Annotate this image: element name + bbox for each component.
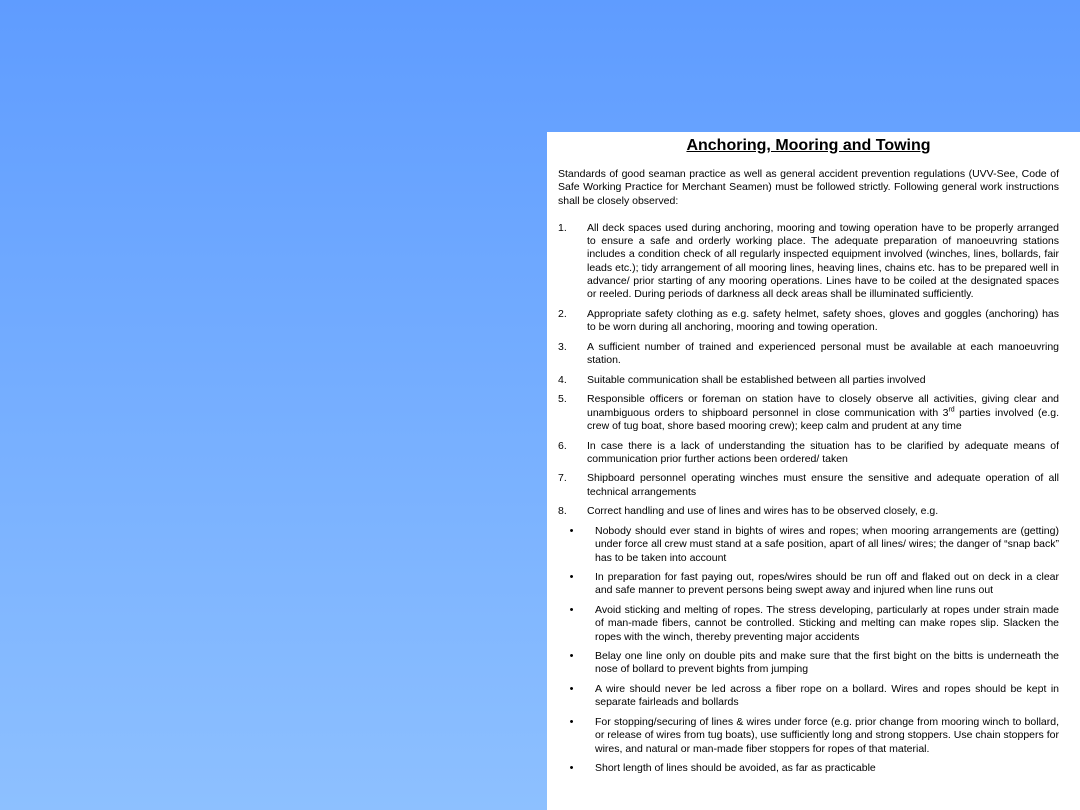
bullet-text: Short length of lines should be avoided, as far as practicable [595,762,876,775]
list-number: 7. [558,472,567,485]
bullet-list [558,525,1059,776]
numbered-list [558,222,1059,519]
bullet-item [558,683,1059,710]
bullet-text: In preparation for fast paying out, ropes/wires should be run off and flaked out on deck in a clear and safe manner to prevent persons being swept away and injured when line runs out [595,571,1059,597]
list-item [558,341,1059,368]
list-item-text: Appropriate safety clothing as e.g. safety helmet, safety shoes, gloves and goggles (anchoring) has to be worn during all anchoring, mooring and towing operation. [587,307,1059,334]
bullet-item [558,525,1059,565]
list-item [558,440,1059,467]
list-item [558,222,1059,302]
list-item [558,374,1059,387]
list-item-text: All deck spaces used during anchoring, mooring and towing operation have to be properly arranged to ensure a safe and orderly working place. The adequate preparation of manoeuvring stations includes a condition check of all regularly inspected equipment involved (winches, lines, bollards, fair leads etc.); tidy arrangement of all mooring lines, heaving lines, chains etc. has to be prepared well in advance/ prior starting of any mooring operations. Lines have to be coiled at the designated spaces or reeled. During periods of darkness all deck areas shall be illuminated sufficiently. [587,221,1059,301]
bullet-item [558,650,1059,677]
list-item [558,505,1059,518]
list-item-text: Correct handling and use of lines and wires has to be observed closely, e.g. [587,505,939,518]
bullet-icon: • [569,524,574,537]
bullet-text: For stopping/securing of lines & wires under force (e.g. prior change from mooring winch to bollard, or release of wires from tug boats), use sufficiently long and strong stoppers. Use chain stoppers for wires, and natural or man-made fiber stoppers for ropes of that material. [595,715,1059,755]
bullet-icon: • [569,715,574,728]
list-number: 3. [558,340,567,353]
bullet-item [558,716,1059,756]
list-item-text-part: Responsible officers or foreman on station have to closely observe all activities, giving clear and unambiguous orders to shipboard personnel in close communication with 3 [587,393,1059,419]
list-item-text [587,393,1059,433]
list-number: 8. [558,505,567,518]
list-number: 6. [558,439,567,452]
list-item [558,472,1059,499]
list-number: 4. [558,373,567,386]
bullet-icon: • [569,603,574,616]
document-page [547,132,1080,810]
bullet-text: Nobody should ever stand in bights of wires and ropes; when mooring arrangements are (getting) under force all crew must stand at a safe position, apart of all lines/ wires; the danger of “snap back” has to be taken into account [595,524,1059,564]
intro-paragraph: Standards of good seaman practice as well as general accident prevention regulations (UVV-See, Code of Safe Working Practice for Merchant Seamen) must be followed strictly. Following general work instructions shall be closely observed: [558,168,1059,207]
bullet-item [558,604,1059,644]
list-item [558,308,1059,335]
ordinal-suffix: rd [948,406,955,414]
bullet-text: A wire should never be led across a fiber rope on a bollard. Wires and ropes should be kept in separate fairleads and bollards [595,683,1059,709]
list-item-text-part: parties involved (e.g. crew of tug boat, shore based mooring crew); keep calm and prudent at any time [587,406,1059,432]
bullet-item [558,571,1059,598]
bullet-item [558,762,1059,775]
list-number: 1. [558,221,567,234]
document-title: Anchoring, Mooring and Towing [686,137,931,154]
list-item-text: Shipboard personnel operating winches must ensure the sensitive and adequate operation of all technical arrangements [587,472,1059,498]
list-item-text: Suitable communication shall be established between all parties involved [587,373,926,386]
list-item-text: In case there is a lack of understanding the situation has to be clarified by adequate means of communication prior further actions been ordered/ taken [587,439,1059,465]
list-number: 5. [558,393,567,406]
list-item-text: A sufficient number of trained and experienced personal must be available at each manoeuvring station. [587,340,1059,367]
list-item [558,393,1059,433]
bullet-text: Avoid sticking and melting of ropes. The stress developing, particularly at ropes under strain made of man-made fibers, cannot be controlled. Sticking and melting can make ropes slip. Slacken the ropes with the winch, thereby preventing major accidents [595,603,1059,643]
bullet-icon: • [569,762,574,775]
bullet-icon: • [569,650,574,663]
list-number: 2. [558,307,567,320]
bullet-icon: • [569,683,574,696]
bullet-icon: • [569,571,574,584]
bullet-text: Belay one line only on double pits and make sure that the first bight on the bitts is underneath the nose of bollard to prevent bights from jumping [595,650,1059,676]
